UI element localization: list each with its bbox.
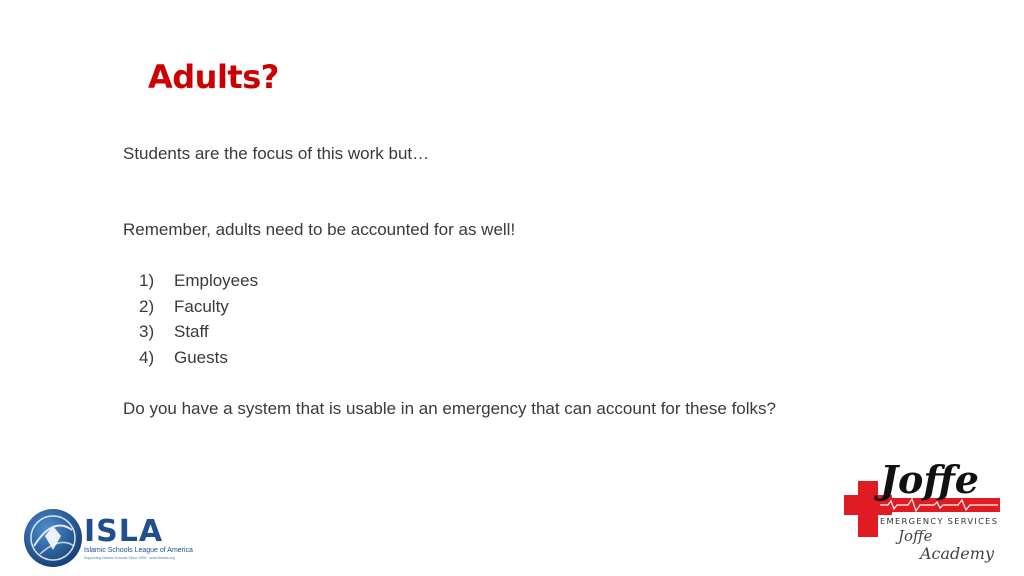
globe-icon [24,509,82,567]
intro-text: Students are the focus of this work but… [123,144,430,163]
list-item [139,319,258,345]
joffe-academy-top: Joffe [898,527,933,545]
list-item [139,294,258,320]
list-number: 2) [139,296,155,316]
joffe-script: Joffe [880,457,979,502]
isla-name: Islamic Schools League of America [84,547,193,554]
isla-tagline: Supporting Islamic Schools Since 1999 · www.theisla.org [84,556,175,560]
list-number: 1) [139,271,155,290]
isla-logo [20,506,210,572]
list-label: Faculty [174,296,229,316]
adult-list [139,268,258,370]
slide-title: Adults? [148,58,279,96]
list-label: Guests [174,347,228,367]
question-text: Do you have a system that is usable in an emergency that can account for these folks? [123,399,776,418]
list-number: 4) [139,347,155,367]
joffe-services: EMERGENCY SERVICES [880,516,999,526]
reminder-text: Remember, adults need to be accounted for as well! [123,220,516,239]
list-item [139,345,258,371]
list-item [139,268,258,294]
list-label: Employees [174,271,259,290]
list-label: Staff [174,322,209,342]
joffe-logo [842,455,1007,567]
joffe-academy: Academy [920,544,994,563]
list-number: 3) [139,322,155,342]
isla-wordmark: ISLA [84,514,164,549]
